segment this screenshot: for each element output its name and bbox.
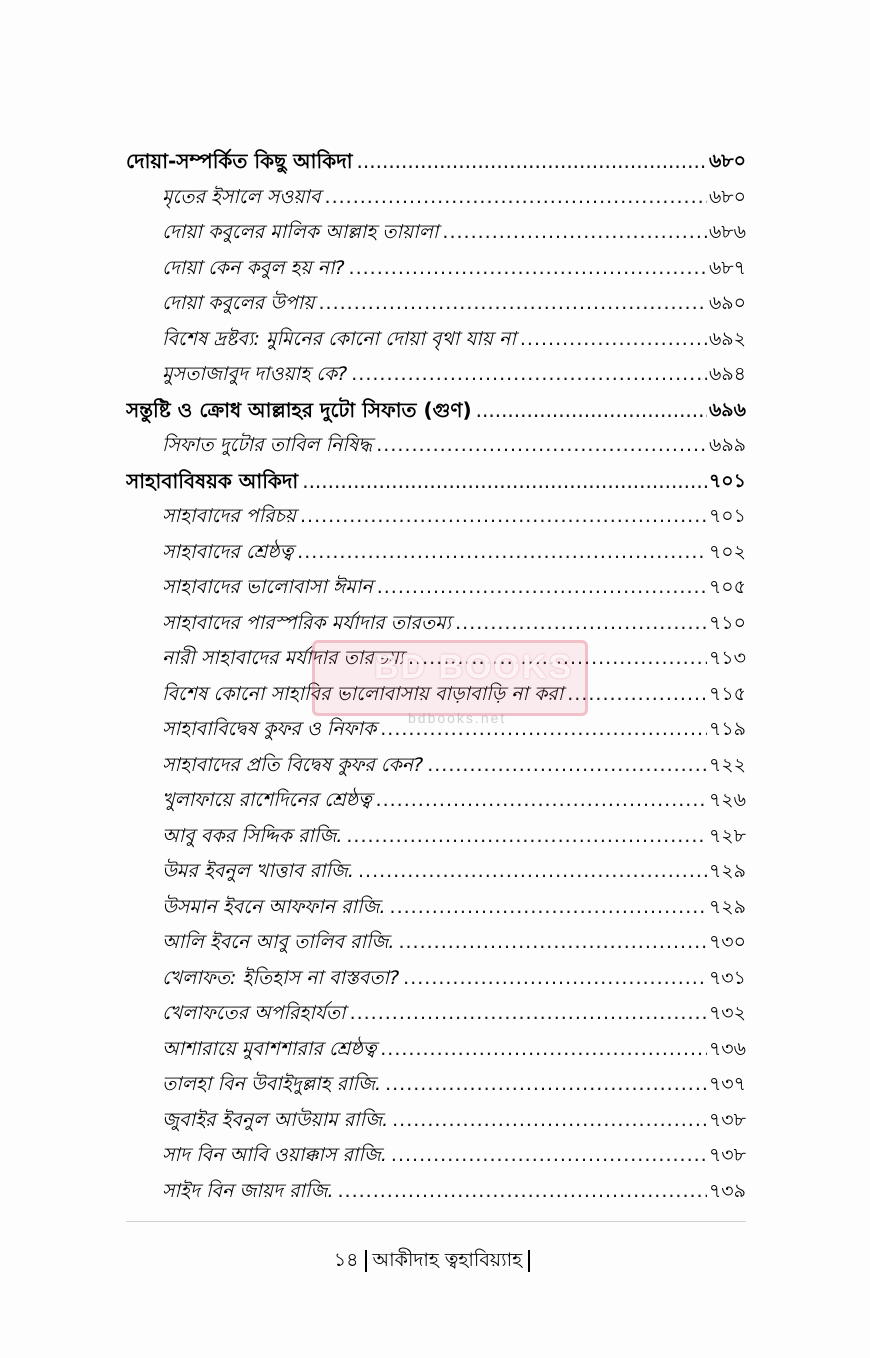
toc-entry-page-number: ৭৩৯ [708, 1179, 746, 1202]
toc-entry-title: সাহাবাবিষয়ক আকিদা [126, 468, 299, 493]
toc-dot-leader [351, 357, 707, 393]
toc-dot-leader [442, 215, 707, 251]
toc-dot-leader [385, 1067, 707, 1103]
toc-dot-leader [325, 180, 707, 216]
toc-entry-title: উসমান ইবনে আফফান রাজি. [162, 895, 386, 918]
toc-entry-page-number: ৭১৯ [708, 718, 746, 740]
toc-entry-page-number: ৭২৮ [708, 824, 746, 847]
toc-dot-leader [391, 1138, 707, 1174]
toc-entry-title: খুলাফায়ে রাশেদিনের শ্রেষ্ঠত্ব [162, 789, 372, 811]
toc-subsection-entry [126, 535, 746, 571]
toc-dot-leader [476, 393, 707, 429]
toc-subsection-entry [126, 641, 746, 677]
toc-entry-title: সিফাত দুটোর তাবিল নিষিদ্ধ [162, 434, 373, 456]
toc-entry-page-number: ৬৯০ [708, 292, 746, 314]
toc-entry-title: সাহাবাবিদ্বেষ কুফর ও নিফাক [162, 718, 377, 740]
toc-entry-page-number: ৭৩৮ [708, 1144, 746, 1166]
toc-subsection-entry [126, 961, 746, 997]
toc-entry-page-number: ৭৩৮ [708, 1108, 746, 1131]
toc-dot-leader [297, 535, 707, 571]
toc-entry-title: আবু বকর সিদ্দিক রাজি. [162, 824, 343, 847]
toc-subsection-entry [126, 819, 746, 855]
toc-dot-leader [398, 925, 706, 961]
toc-entry-title: জুবাইর ইবনুল আউয়াম রাজি. [162, 1108, 389, 1131]
toc-subsection-entry [126, 783, 746, 819]
toc-entry-title: মৃতের ইসালে সওয়াব [162, 185, 321, 208]
toc-subsection-entry [126, 357, 746, 393]
toc-dot-leader [349, 251, 707, 287]
toc-subsection-entry [126, 428, 746, 464]
toc-entry-title: সাহাবাদের পারস্পরিক মর্যাদার তারতম্য [162, 611, 452, 634]
toc-entry-title: আলি ইবনে আবু তালিব রাজি. [162, 931, 395, 953]
toc-subsection-entry [126, 499, 746, 535]
toc-entry-page-number: ৬৯৬ [708, 398, 746, 421]
toc-dot-leader [567, 677, 707, 713]
toc-entry-title: খেলাফতের অপরিহার্যতা [162, 1002, 346, 1024]
toc-entry-page-number: ৭৩০ [708, 931, 746, 953]
toc-entry-title: আশারায়ে মুবাশশারার শ্রেষ্ঠত্ব [162, 1037, 377, 1060]
toc-entry-page-number: ৭৩২ [708, 1002, 746, 1024]
toc-subsection-entry [126, 748, 746, 784]
toc-entry-page-number: ৭০২ [708, 540, 746, 563]
toc-entry-page-number: ৭২৬ [708, 789, 746, 811]
toc-entry-page-number: ৬৯৯ [708, 434, 746, 456]
toc-dot-leader [408, 641, 707, 677]
toc-dot-leader [357, 144, 707, 180]
toc-entry-page-number: ৭১৫ [708, 682, 746, 705]
toc-entry-page-number: ৭০১ [708, 469, 746, 492]
toc-entry-title: দোয়া কেন কবুল হয় না? [162, 256, 345, 279]
toc-dot-leader [392, 1103, 707, 1139]
toc-entry-title: দোয়া কবুলের উপায় [162, 292, 315, 314]
toc-entry-page-number: ৭২২ [708, 753, 746, 776]
toc-section-entry [126, 393, 746, 429]
toc-entry-title: সাদ বিন আবি ওয়াক্কাস রাজি. [162, 1144, 387, 1166]
toc-subsection-entry [126, 180, 746, 216]
toc-entry-page-number: ৭৩৭ [708, 1073, 746, 1095]
toc-subsection-entry [126, 996, 746, 1032]
table-of-contents [126, 144, 746, 1209]
toc-entry-page-number: ৭১০ [708, 611, 746, 634]
toc-entry-page-number: ৭১৩ [708, 647, 746, 669]
toc-entry-title: দোয়া কবুলের মালিক আল্লাহ তায়ালা [162, 221, 439, 243]
toc-subsection-entry [126, 1103, 746, 1139]
toc-entry-page-number: ৭২৯ [708, 895, 746, 918]
toc-dot-leader [319, 286, 707, 322]
toc-entry-page-number: ৭৩৬ [708, 1037, 746, 1060]
toc-entry-title: তালহা বিন উবাইদুল্লাহ রাজি. [162, 1073, 382, 1095]
toc-entry-title: সাহাবাদের ভালোবাসা ঈমান [162, 576, 373, 598]
toc-entry-title: উমর ইবনুল খাত্তাব রাজি. [162, 860, 354, 882]
toc-subsection-entry [126, 1067, 746, 1103]
toc-section-entry [126, 464, 746, 500]
toc-entry-page-number: ৬৯৪ [708, 363, 746, 385]
toc-entry-page-number: ৭০১ [708, 505, 746, 527]
toc-dot-leader [338, 1174, 707, 1210]
toc-dot-leader [380, 1032, 707, 1068]
toc-subsection-entry [126, 854, 746, 890]
toc-entry-title: সাহাবাদের পরিচয় [162, 505, 296, 527]
footer-divider [126, 1221, 746, 1222]
toc-entry-title: সাহাবাদের প্রতি বিদ্বেষ কুফর কেন? [162, 753, 424, 776]
toc-dot-leader [377, 570, 707, 606]
toc-entry-page-number: ৭০৫ [708, 576, 746, 598]
toc-dot-leader [346, 819, 707, 855]
toc-subsection-entry [126, 606, 746, 642]
toc-subsection-entry [126, 1174, 746, 1210]
toc-subsection-entry [126, 1138, 746, 1174]
toc-entry-title: সন্তুষ্টি ও ক্রোধ আল্লাহর দুটো সিফাত (গুণ) [126, 397, 472, 422]
toc-entry-title: বিশেষ দ্রষ্টব্য: মুমিনের কোনো দোয়া বৃথা যায় না [162, 327, 516, 350]
toc-entry-page-number: ৭২৯ [708, 860, 746, 882]
toc-entry-title: বিশেষ কোনো সাহাবির ভালোবাসায় বাড়াবাড়ি না করা [162, 682, 564, 705]
toc-dot-leader [403, 961, 707, 997]
toc-dot-leader [358, 854, 707, 890]
toc-dot-leader [350, 996, 707, 1032]
footer-separator-end [528, 1250, 530, 1272]
toc-subsection-entry [126, 890, 746, 926]
toc-subsection-entry [126, 286, 746, 322]
toc-subsection-entry [126, 570, 746, 606]
toc-entry-page-number: ৬৮০ [708, 185, 746, 208]
toc-section-entry [126, 144, 746, 180]
toc-dot-leader [376, 783, 707, 819]
toc-dot-leader [376, 428, 707, 464]
footer-separator [365, 1250, 367, 1272]
toc-subsection-entry [126, 1032, 746, 1068]
toc-dot-leader [300, 499, 707, 535]
toc-dot-leader [380, 712, 707, 748]
toc-entry-title: সাইদ বিন জায়দ রাজি. [162, 1179, 334, 1202]
toc-entry-title: মুসতাজাবুদ দাওয়াহ কে? [162, 363, 348, 385]
toc-subsection-entry [126, 215, 746, 251]
toc-dot-leader [455, 606, 707, 642]
toc-entry-title: নারী সাহাবাদের মর্যাদার তারতম্য [162, 647, 405, 669]
toc-entry-title: সাহাবাদের শ্রেষ্ঠত্ব [162, 540, 294, 563]
toc-entry-title: খেলাফত: ইতিহাস না বাস্তবতা? [162, 966, 400, 989]
book-title: আকীদাহ ত্বহাবিয়্যাহ [372, 1249, 523, 1271]
page-footer [0, 1244, 870, 1276]
toc-dot-leader [427, 748, 707, 784]
toc-entry-page-number: ৭৩১ [708, 966, 746, 989]
toc-subsection-entry [126, 925, 746, 961]
toc-entry-title: দোয়া-সম্পর্কিত কিছু আকিদা [126, 149, 353, 173]
toc-entry-page-number: ৬৮৬ [708, 221, 746, 243]
toc-entry-page-number: ৬৮০ [708, 150, 746, 172]
page-number: ১৪ [333, 1249, 359, 1271]
toc-subsection-entry [126, 677, 746, 713]
watermark-logo-text: BD BOOKS [374, 648, 574, 686]
toc-subsection-entry [126, 712, 746, 748]
toc-dot-leader [390, 890, 707, 926]
toc-entry-page-number: ৬৮৭ [708, 256, 746, 279]
toc-entry-page-number: ৬৯২ [708, 327, 746, 350]
toc-dot-leader [520, 322, 707, 358]
toc-dot-leader [302, 464, 707, 500]
toc-subsection-entry [126, 251, 746, 287]
toc-subsection-entry [126, 322, 746, 358]
watermark-site: bdbooks.net [408, 710, 507, 726]
